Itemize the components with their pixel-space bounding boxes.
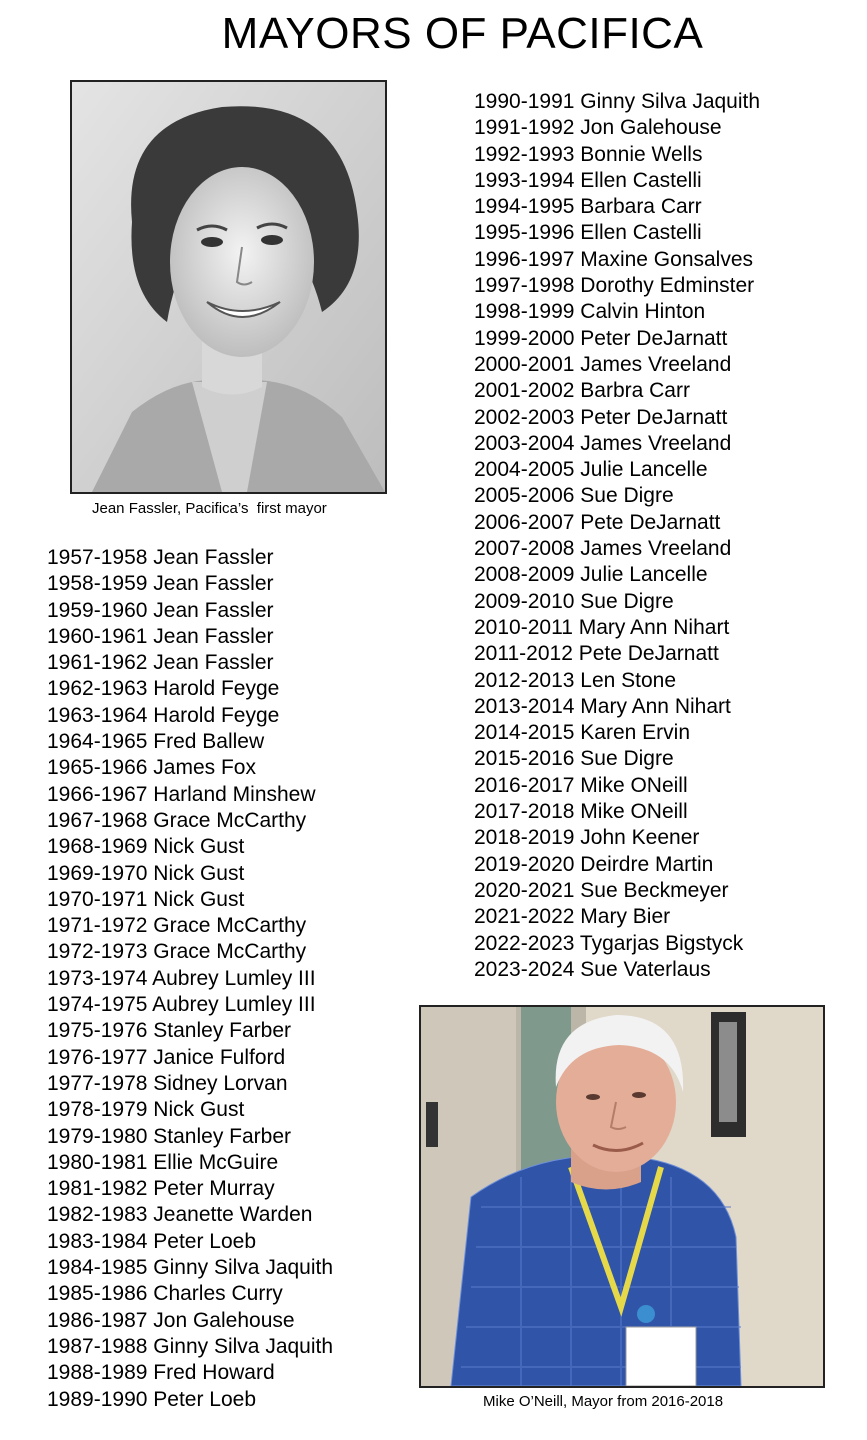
mayor-list-item xyxy=(47,861,333,887)
mayor-term-years: 1959-1960 xyxy=(47,598,148,622)
mayor-list-item xyxy=(47,808,333,834)
mayor-term-years: 1974-1975 xyxy=(47,993,148,1017)
mayor-term-years: 1964-1965 xyxy=(47,730,148,754)
mayor-list-item xyxy=(47,782,333,808)
mayor-term-years: 1989-1990 xyxy=(47,1387,148,1411)
mayor-name: Mike ONeill xyxy=(580,773,688,797)
mayor-list-item xyxy=(474,352,760,378)
mayor-term-years: 1975-1976 xyxy=(47,1019,148,1043)
mayor-term-years: 2014-2015 xyxy=(474,721,575,745)
mayor-term-years: 1961-1962 xyxy=(47,651,148,675)
mayor-name: Dorothy Edminster xyxy=(580,274,755,298)
mayor-list-item xyxy=(474,168,760,194)
mayor-term-years: 2006-2007 xyxy=(474,510,575,534)
mayor-term-years: 2003-2004 xyxy=(474,431,575,455)
mayor-name: Harold Feyge xyxy=(153,703,280,727)
mayor-term-years: 1997-1998 xyxy=(474,274,575,298)
mayor-list-item xyxy=(47,598,333,624)
mayor-name: Jean Fassler xyxy=(153,651,274,675)
mayor-term-years: 1976-1977 xyxy=(47,1045,148,1069)
mayor-name: Deirdre Martin xyxy=(580,852,714,876)
mayor-list-item xyxy=(474,405,760,431)
mayor-term-years: 2005-2006 xyxy=(474,484,575,508)
mayor-name: Nick Gust xyxy=(153,887,245,911)
mayor-name: Jean Fassler xyxy=(153,546,274,569)
mayor-list-item xyxy=(474,694,760,720)
mayor-list-item xyxy=(474,773,760,799)
mayor-list-item xyxy=(474,799,760,825)
mayor-list-item xyxy=(47,1308,333,1334)
mayor-term-years: 2004-2005 xyxy=(474,458,575,482)
portrait-photo-mike-oneill xyxy=(421,1007,823,1386)
mayor-list-item xyxy=(474,115,760,141)
mayor-name: Ellie McGuire xyxy=(153,1150,279,1174)
mayor-name: James Vreeland xyxy=(580,537,732,561)
mayor-name: Mary Ann Nihart xyxy=(580,694,731,718)
mayor-list-item xyxy=(474,720,760,746)
mayor-term-years: 1993-1994 xyxy=(474,168,575,192)
mayor-list-item xyxy=(474,510,760,536)
mayor-list-item xyxy=(47,1387,333,1413)
mayor-name: Jeanette Warden xyxy=(153,1203,313,1227)
mayor-term-years: 1973-1974 xyxy=(47,966,148,990)
mayor-term-years: 1981-1982 xyxy=(47,1177,148,1201)
mayor-name: Nick Gust xyxy=(153,1098,245,1122)
mayor-list-item xyxy=(474,746,760,772)
mayor-list-item xyxy=(47,992,333,1018)
mayor-term-years: 2016-2017 xyxy=(474,773,575,797)
mayor-name: Len Stone xyxy=(580,668,677,692)
mayor-list-1990-2024 xyxy=(474,89,760,983)
mayor-list-item xyxy=(474,668,760,694)
mayor-name: Ellen Castelli xyxy=(580,221,702,245)
mayor-name: Sue Vaterlaus xyxy=(580,957,711,981)
mayor-name: Janice Fulford xyxy=(153,1045,286,1069)
mayor-term-years: 1968-1969 xyxy=(47,835,148,859)
mayor-list-item xyxy=(47,1176,333,1202)
mayor-list-item xyxy=(47,1018,333,1044)
mayor-list-item xyxy=(47,939,333,965)
mayor-term-years: 2012-2013 xyxy=(474,668,575,692)
mayor-list-item xyxy=(47,1334,333,1360)
mayor-term-years: 1960-1961 xyxy=(47,624,148,648)
mayor-list-item xyxy=(474,931,760,957)
mayor-name: Sue Digre xyxy=(580,589,674,613)
jean-fassler-caption: Jean Fassler, Pacifica’s first mayor xyxy=(92,500,327,517)
mayor-name: Mary Ann Nihart xyxy=(578,615,730,639)
mayor-term-years: 2007-2008 xyxy=(474,537,575,561)
mayor-name: Aubrey Lumley III xyxy=(152,993,316,1017)
mayor-name: Charles Curry xyxy=(153,1282,283,1306)
mayor-term-years: 2001-2002 xyxy=(474,379,575,403)
mayor-name: Jean Fassler xyxy=(153,572,274,596)
mayor-name: Peter Loeb xyxy=(153,1229,257,1253)
mayor-term-years: 1966-1967 xyxy=(47,782,148,806)
mayor-list-item xyxy=(474,562,760,588)
mayor-name: Sidney Lorvan xyxy=(153,1071,288,1095)
mayor-list-item xyxy=(47,1255,333,1281)
mayor-name: Jon Galehouse xyxy=(153,1308,295,1332)
jean-fassler-photo xyxy=(70,80,387,494)
mayor-name: Peter DeJarnatt xyxy=(580,405,728,429)
mayor-list-item xyxy=(47,834,333,860)
mayor-name: James Vreeland xyxy=(580,431,732,455)
mayor-term-years: 1962-1963 xyxy=(47,677,148,701)
mayor-name: Julie Lancelle xyxy=(580,563,708,587)
mayor-list-item xyxy=(474,457,760,483)
mayor-list-item xyxy=(474,852,760,878)
mayor-term-years: 1996-1997 xyxy=(474,247,575,271)
mayor-name: Ginny Silva Jaquith xyxy=(153,1334,334,1358)
mayor-term-years: 1980-1981 xyxy=(47,1150,148,1174)
mayor-list-item xyxy=(474,904,760,930)
mayor-name: Calvin Hinton xyxy=(580,300,706,324)
mayor-name: Sue Digre xyxy=(580,747,674,771)
mayor-list-item xyxy=(47,676,333,702)
mayor-list-item xyxy=(474,299,760,325)
mayor-name: Jon Galehouse xyxy=(580,116,722,140)
mayor-name: Pete DeJarnatt xyxy=(578,642,719,666)
mayor-list-item xyxy=(47,1202,333,1228)
mayor-name: Grace McCarthy xyxy=(153,914,307,938)
mayor-term-years: 1986-1987 xyxy=(47,1308,148,1332)
mayor-term-years: 1984-1985 xyxy=(47,1256,148,1280)
mayor-name: Nick Gust xyxy=(153,835,245,859)
mayor-list-item xyxy=(47,650,333,676)
mayor-name: Jean Fassler xyxy=(153,598,274,622)
mayor-term-years: 1969-1970 xyxy=(47,861,148,885)
mayor-name: Mary Bier xyxy=(580,905,671,929)
mayor-term-years: 2013-2014 xyxy=(474,694,575,718)
mayor-list-item xyxy=(474,957,760,983)
mayor-name: Sue Beckmeyer xyxy=(580,878,729,902)
mayor-list-item xyxy=(47,755,333,781)
mayor-list-item xyxy=(47,1281,333,1307)
mike-oneill-caption: Mike O’Neill, Mayor from 2016-2018 xyxy=(483,1393,724,1410)
mayor-name: Ginny Silva Jaquith xyxy=(580,90,761,113)
mayor-list-item xyxy=(474,89,760,115)
mayor-list-item xyxy=(474,326,760,352)
mayor-name: James Fox xyxy=(153,756,256,780)
mayor-list-item xyxy=(474,142,760,168)
mayor-name: Ginny Silva Jaquith xyxy=(153,1256,334,1280)
mayor-list-item xyxy=(474,589,760,615)
mayor-list-1957-1990 xyxy=(47,545,333,1413)
mayor-name: Stanley Farber xyxy=(153,1019,292,1043)
mayor-name: John Keener xyxy=(580,826,700,850)
mayor-name: Tygarjas Bigstyck xyxy=(579,931,744,955)
mayor-term-years: 1965-1966 xyxy=(47,756,148,780)
mayor-term-years: 2021-2022 xyxy=(474,905,575,929)
mayor-list-item xyxy=(474,194,760,220)
mayor-list-item xyxy=(474,641,760,667)
mayor-term-years: 2000-2001 xyxy=(474,352,575,376)
mayor-term-years: 2015-2016 xyxy=(474,747,575,771)
mayor-name: Grace McCarthy xyxy=(153,808,307,832)
mayor-list-item xyxy=(47,729,333,755)
portrait-photo-jean-fassler xyxy=(72,82,385,492)
mayor-name: Karen Ervin xyxy=(580,721,690,745)
mayor-list-item xyxy=(474,378,760,404)
mayor-term-years: 1972-1973 xyxy=(47,940,148,964)
mayor-name: Harold Feyge xyxy=(153,677,280,701)
mayor-term-years: 1999-2000 xyxy=(474,326,575,350)
mayor-list-item xyxy=(474,431,760,457)
mayor-list-item xyxy=(47,1097,333,1123)
page-title: MAYORS OF PACIFICA xyxy=(221,9,704,58)
mayor-list-item xyxy=(474,247,760,273)
mayor-list-item xyxy=(474,483,760,509)
mayor-term-years: 1971-1972 xyxy=(47,914,148,938)
mayor-name: Stanley Farber xyxy=(153,1124,292,1148)
mayor-name: Harland Minshew xyxy=(153,782,316,806)
mayor-list-item xyxy=(47,1360,333,1386)
mayor-term-years: 1958-1959 xyxy=(47,572,148,596)
mayor-name: Pete DeJarnatt xyxy=(580,510,721,534)
mayor-term-years: 1998-1999 xyxy=(474,300,575,324)
mayor-list-item xyxy=(47,1229,333,1255)
mayor-name: Grace McCarthy xyxy=(153,940,307,964)
mayor-list-item xyxy=(47,1045,333,1071)
mayor-term-years: 2019-2020 xyxy=(474,852,575,876)
mayor-name: Mike ONeill xyxy=(580,800,688,824)
mayor-term-years: 1970-1971 xyxy=(47,887,148,911)
mayor-term-years: 1987-1988 xyxy=(47,1334,148,1358)
mayor-term-years: 1990-1991 xyxy=(474,90,575,113)
mayor-name: Maxine Gonsalves xyxy=(580,247,754,271)
mayor-list-item xyxy=(47,913,333,939)
mayor-list-item xyxy=(47,624,333,650)
mayor-name: Nick Gust xyxy=(153,861,245,885)
mike-oneill-photo xyxy=(419,1005,825,1388)
mayor-name: Bonnie Wells xyxy=(580,142,703,166)
mayor-term-years: 1994-1995 xyxy=(474,195,575,219)
mayor-term-years: 1957-1958 xyxy=(47,546,148,569)
mayor-list-item xyxy=(474,615,760,641)
mayor-list-item xyxy=(474,825,760,851)
mayor-term-years: 1988-1989 xyxy=(47,1361,148,1385)
mayor-list-item xyxy=(47,966,333,992)
mayor-term-years: 2011-2012 xyxy=(474,642,573,666)
mayor-term-years: 1978-1979 xyxy=(47,1098,148,1122)
mayor-name: Peter Murray xyxy=(153,1177,275,1201)
mayor-term-years: 1983-1984 xyxy=(47,1229,148,1253)
mayor-term-years: 1979-1980 xyxy=(47,1124,148,1148)
mayor-name: Barbara Carr xyxy=(580,195,702,219)
mayor-name: James Vreeland xyxy=(580,352,732,376)
mayor-list-item xyxy=(47,703,333,729)
mayor-name: Barbra Carr xyxy=(580,379,690,403)
mayor-list-item xyxy=(474,273,760,299)
mayor-list-item xyxy=(474,220,760,246)
mayor-term-years: 2008-2009 xyxy=(474,563,575,587)
mayor-list-item xyxy=(47,545,333,571)
mayor-list-item xyxy=(47,571,333,597)
mayor-term-years: 2022-2023 xyxy=(474,931,575,955)
mayor-list-item xyxy=(47,1071,333,1097)
mayor-name: Jean Fassler xyxy=(153,624,274,648)
mayor-name: Peter Loeb xyxy=(153,1387,257,1411)
mayor-term-years: 2010-2011 xyxy=(474,615,573,639)
mayor-term-years: 1977-1978 xyxy=(47,1071,148,1095)
mayor-term-years: 2023-2024 xyxy=(474,957,575,981)
mayor-term-years: 1963-1964 xyxy=(47,703,148,727)
mayor-list-item xyxy=(47,1150,333,1176)
mayor-term-years: 1985-1986 xyxy=(47,1282,148,1306)
mayor-term-years: 1982-1983 xyxy=(47,1203,148,1227)
mayor-name: Fred Ballew xyxy=(153,730,265,754)
mayor-term-years: 2017-2018 xyxy=(474,800,575,824)
mayor-list-item xyxy=(474,878,760,904)
mayor-list-item xyxy=(47,1124,333,1150)
mayor-term-years: 1991-1992 xyxy=(474,116,575,140)
mayor-name: Julie Lancelle xyxy=(580,458,708,482)
mayor-name: Fred Howard xyxy=(153,1361,275,1385)
mayor-name: Ellen Castelli xyxy=(580,168,702,192)
mayor-term-years: 2009-2010 xyxy=(474,589,575,613)
mayor-name: Sue Digre xyxy=(580,484,674,508)
mayor-term-years: 1992-1993 xyxy=(474,142,575,166)
mayor-name: Aubrey Lumley III xyxy=(152,966,316,990)
mayor-name: Peter DeJarnatt xyxy=(580,326,728,350)
mayor-term-years: 1995-1996 xyxy=(474,221,575,245)
mayor-term-years: 2018-2019 xyxy=(474,826,575,850)
mayor-term-years: 1967-1968 xyxy=(47,808,148,832)
mayor-term-years: 2020-2021 xyxy=(474,878,575,902)
mayor-list-item xyxy=(474,536,760,562)
mayor-term-years: 2002-2003 xyxy=(474,405,575,429)
mayor-list-item xyxy=(47,887,333,913)
